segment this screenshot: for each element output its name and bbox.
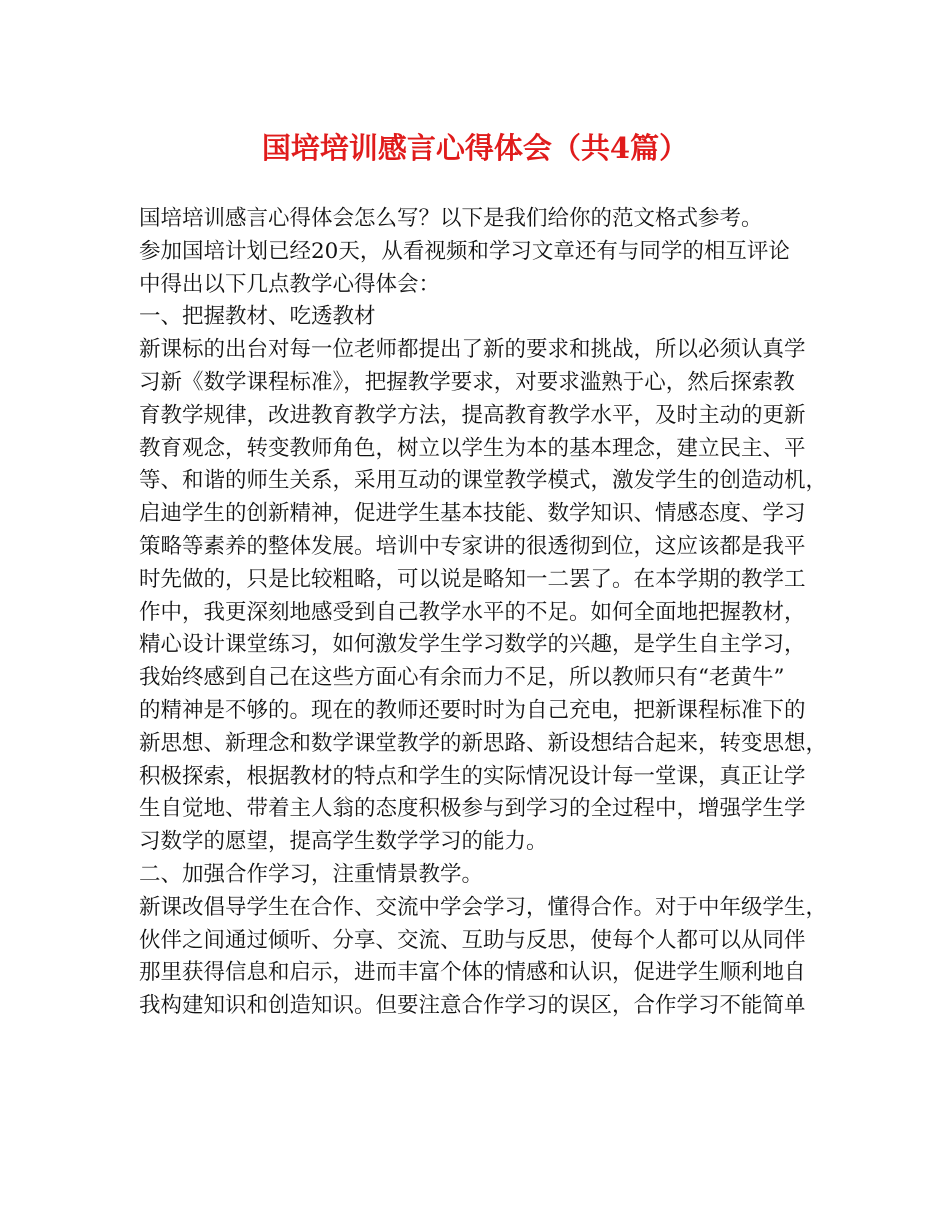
document-body [139,203,829,1023]
body-line: 策略等素养的整体发展。培训中专家讲的很透彻到位，这应该都是我平 [139,533,806,559]
body-line: 生自觉地、带着主人翁的态度积极参与到学习的全过程中，增强学生学 [139,796,806,822]
body-line: 积极探索，根据教材的特点和学生的实际情况设计每一堂课，真正让学 [139,763,806,789]
body-line: 教育观念，转变教师角色，树立以学生为本的基本理念，建立民主、平 [139,435,806,461]
body-line: 二、加强合作学习，注重情景教学。 [139,861,484,887]
body-line: 新思想、新理念和数学课堂教学的新思路、新设想结合起来，转变思想， [139,730,828,756]
body-line: 时先做的，只是比较粗略，可以说是略知一二罢了。在本学期的教学工 [139,566,806,592]
body-line: 国培培训感言心得体会怎么写？以下是我们给你的范文格式参考。 [139,206,763,231]
body-line: 习新《数学课程标准》，把握教学要求，对要求滥熟于心，然后探索教 [139,369,795,395]
body-line: 那里获得信息和启示，进而丰富个体的情感和认识，促进学生顺利地自 [139,960,806,986]
body-line: 我始终感到自己在这些方面心有余而力不足，所以教师只有“老黄牛” [139,665,785,691]
body-line: 伙伴之间通过倾听、分享、交流、互助与反思，使每个人都可以从同伴 [139,927,806,953]
body-line: 参加国培计划已经20天，从看视频和学习文章还有与同学的相互评论 [139,238,790,264]
body-line: 精心设计课堂练习，如何激发学生学习数学的兴趣，是学生自主学习， [139,632,806,658]
body-line: 一、把握教材、吃透教材 [139,304,376,330]
body-line: 作中，我更深刻地感受到自己教学水平的不足。如何全面地把握教材， [139,599,806,625]
body-line: 新课改倡导学生在合作、交流中学会学习，懂得合作。对于中年级学生， [139,894,828,920]
body-line: 等、和谐的师生关系，采用互动的课堂教学模式，激发学生的创造动机， [139,468,828,494]
body-line: 育教学规律，改进教育教学方法，提高教育教学水平，及时主动的更新 [139,402,806,428]
body-line: 中得出以下几点教学心得体会： [139,271,441,297]
document-title: 国培培训感言心得体会（共4篇） [261,131,689,165]
body-line: 的精神是不够的。现在的教师还要时时为自己充电，把新课程标准下的 [139,697,806,723]
body-line: 启迪学生的创新精神，促进学生基本技能、数学知识、情感态度、学习 [139,501,806,527]
body-line: 习数学的愿望，提高学生数学学习的能力。 [139,829,548,855]
body-line: 新课标的出台对每一位老师都提出了新的要求和挑战，所以必须认真学 [139,337,806,363]
body-line: 我构建知识和创造知识。但要注意合作学习的误区，合作学习不能简单 [139,993,806,1019]
